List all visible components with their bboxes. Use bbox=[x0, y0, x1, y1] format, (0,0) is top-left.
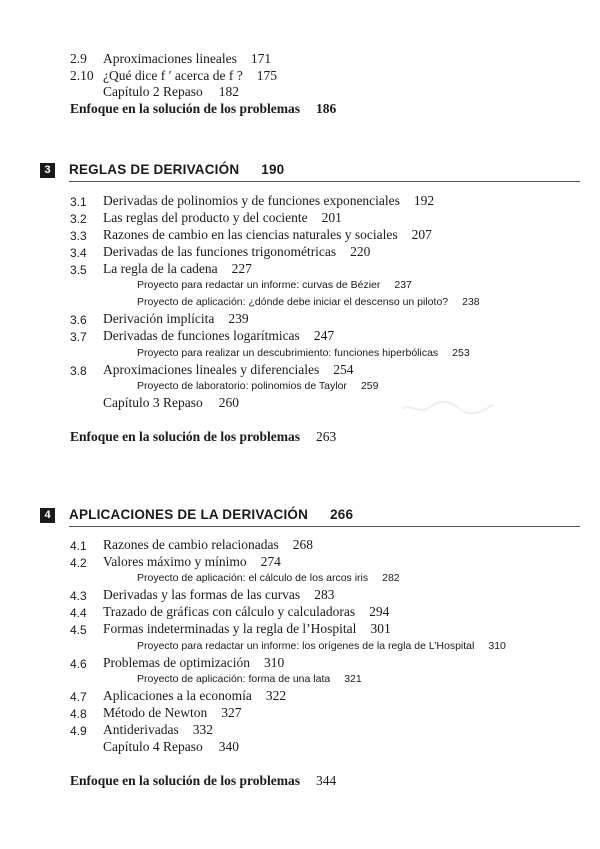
project-entry: Proyecto para realizar un descubrimiento: funciones hiperbólicas 253 bbox=[137, 347, 470, 359]
page-number: 254 bbox=[333, 362, 354, 377]
section-number: 3.5 bbox=[70, 263, 87, 277]
section-number: 3.3 bbox=[70, 229, 87, 243]
section-number: 2.9 bbox=[70, 51, 87, 66]
chapter-review: Capítulo 2 Repaso 182 bbox=[103, 84, 239, 99]
project-entry: Proyecto de aplicación: forma de una lata 321 bbox=[137, 673, 362, 685]
chapter-title: APLICACIONES DE LA DERIVACIÓN 266 bbox=[69, 507, 354, 522]
section-title: La regla de la cadena 227 bbox=[103, 261, 252, 276]
project-entry: Proyecto de aplicación: el cálculo de los arcos iris 282 bbox=[137, 572, 400, 584]
section-number: 4.1 bbox=[70, 539, 87, 553]
section-number: 4.3 bbox=[70, 589, 87, 603]
chapter-rule bbox=[69, 181, 580, 182]
chapter-page: 190 bbox=[261, 162, 285, 177]
section-number: 3.4 bbox=[70, 246, 87, 260]
section-title: Derivadas de funciones logarítmicas 247 bbox=[103, 328, 335, 343]
project-entry: Proyecto para redactar un informe: los orígenes de la regla de L’Hospital 310 bbox=[137, 640, 506, 652]
page-number: 175 bbox=[256, 68, 277, 83]
page-number: 192 bbox=[413, 193, 435, 208]
page-number: 247 bbox=[313, 328, 335, 343]
page-number: 332 bbox=[192, 722, 213, 737]
problem-solving-focus: Enfoque en la solución de los problemas 186 bbox=[70, 101, 337, 116]
section-title: Aproximaciones lineales 171 bbox=[103, 51, 272, 66]
page-number: 201 bbox=[321, 210, 342, 225]
section-title: Aproximaciones lineales y diferenciales 254 bbox=[103, 362, 354, 377]
chapter-rule bbox=[69, 526, 580, 527]
page-number: 282 bbox=[382, 572, 400, 584]
page-number: 310 bbox=[488, 640, 506, 652]
section-title: Derivación implícita 239 bbox=[103, 311, 249, 326]
project-entry: Proyecto para redactar un informe: curvas de Bézier 237 bbox=[137, 279, 412, 291]
page-number: 171 bbox=[250, 51, 272, 66]
section-title: Las reglas del producto y del cociente 201 bbox=[103, 210, 342, 225]
chapter-review: Capítulo 4 Repaso 340 bbox=[103, 739, 239, 754]
page-number: 321 bbox=[344, 673, 362, 685]
section-number: 4.4 bbox=[70, 606, 87, 620]
section-number: 4.2 bbox=[70, 556, 87, 570]
page-number: 268 bbox=[292, 537, 314, 552]
section-title: Derivadas de las funciones trigonométricas 220 bbox=[103, 244, 371, 259]
page-number: 327 bbox=[221, 705, 242, 720]
chapter-title: REGLAS DE DERIVACIÓN 190 bbox=[69, 162, 285, 177]
page-number: 294 bbox=[369, 604, 390, 619]
chapter-heading bbox=[40, 508, 580, 526]
project-entry: Proyecto de aplicación: ¿dónde debe iniciar el descenso un piloto? 238 bbox=[137, 296, 480, 308]
section-number: 4.6 bbox=[70, 657, 87, 671]
section-number: 4.5 bbox=[70, 623, 87, 637]
page-number: 238 bbox=[462, 296, 480, 308]
section-title: Razones de cambio en las ciencias naturales y sociales 207 bbox=[103, 227, 432, 242]
problem-solving-focus: Enfoque en la solución de los problemas 263 bbox=[70, 429, 337, 444]
chapter-review: Capítulo 3 Repaso 260 bbox=[103, 395, 239, 410]
section-number: 3.8 bbox=[70, 364, 87, 378]
chapter-number-badge: 4 bbox=[40, 508, 55, 523]
section-number: 3.1 bbox=[70, 195, 87, 209]
section-title: Formas indeterminadas y la regla de l’Hospital 301 bbox=[103, 621, 391, 636]
section-number: 2.10 bbox=[70, 68, 94, 83]
page-number: 260 bbox=[218, 395, 239, 410]
section-number: 4.7 bbox=[70, 690, 87, 704]
section-title: Derivadas y las formas de las curvas 283 bbox=[103, 587, 335, 602]
section-number: 4.8 bbox=[70, 707, 87, 721]
section-title: ¿Qué dice f ′ acerca de f ? 175 bbox=[103, 68, 277, 83]
page-number: 344 bbox=[316, 773, 337, 788]
page-number: 274 bbox=[260, 554, 281, 569]
page-number: 239 bbox=[228, 311, 249, 326]
page-number: 253 bbox=[452, 347, 470, 359]
section-number: 3.2 bbox=[70, 212, 87, 226]
chapter-number-badge: 3 bbox=[40, 163, 55, 178]
page-number: 263 bbox=[316, 429, 337, 444]
page-number: 283 bbox=[314, 587, 335, 602]
section-title: Problemas de optimización 310 bbox=[103, 655, 285, 670]
page-number: 259 bbox=[360, 380, 379, 392]
section-title: Trazado de gráficas con cálculo y calculadoras 294 bbox=[103, 604, 390, 619]
project-entry: Proyecto de laboratorio: polinomios de Taylor 259 bbox=[137, 380, 379, 392]
page-number: 301 bbox=[370, 621, 391, 636]
section-title: Antiderivadas 332 bbox=[103, 722, 213, 737]
page-number: 310 bbox=[263, 655, 285, 670]
page-number: 237 bbox=[394, 279, 412, 291]
faint-scan-mark bbox=[400, 395, 495, 420]
page-number: 186 bbox=[316, 101, 337, 116]
section-title: Derivadas de polinomios y de funciones exponenciales 192 bbox=[103, 193, 435, 208]
section-title: Razones de cambio relacionadas 268 bbox=[103, 537, 314, 552]
section-title: Valores máximo y mínimo 274 bbox=[103, 554, 281, 569]
page-number: 322 bbox=[265, 688, 287, 703]
page-number: 227 bbox=[231, 261, 252, 276]
chapter-page: 266 bbox=[330, 507, 354, 522]
page-number: 340 bbox=[218, 739, 239, 754]
section-number: 3.6 bbox=[70, 313, 87, 327]
section-number: 4.9 bbox=[70, 724, 87, 738]
section-title: Método de Newton 327 bbox=[103, 705, 242, 720]
problem-solving-focus: Enfoque en la solución de los problemas 344 bbox=[70, 773, 337, 788]
page-number: 182 bbox=[218, 84, 239, 99]
section-title: Aplicaciones a la economía 322 bbox=[103, 688, 287, 703]
chapter-heading bbox=[40, 163, 580, 181]
page-number: 220 bbox=[350, 244, 371, 259]
section-number: 3.7 bbox=[70, 330, 87, 344]
page-number: 207 bbox=[411, 227, 432, 242]
